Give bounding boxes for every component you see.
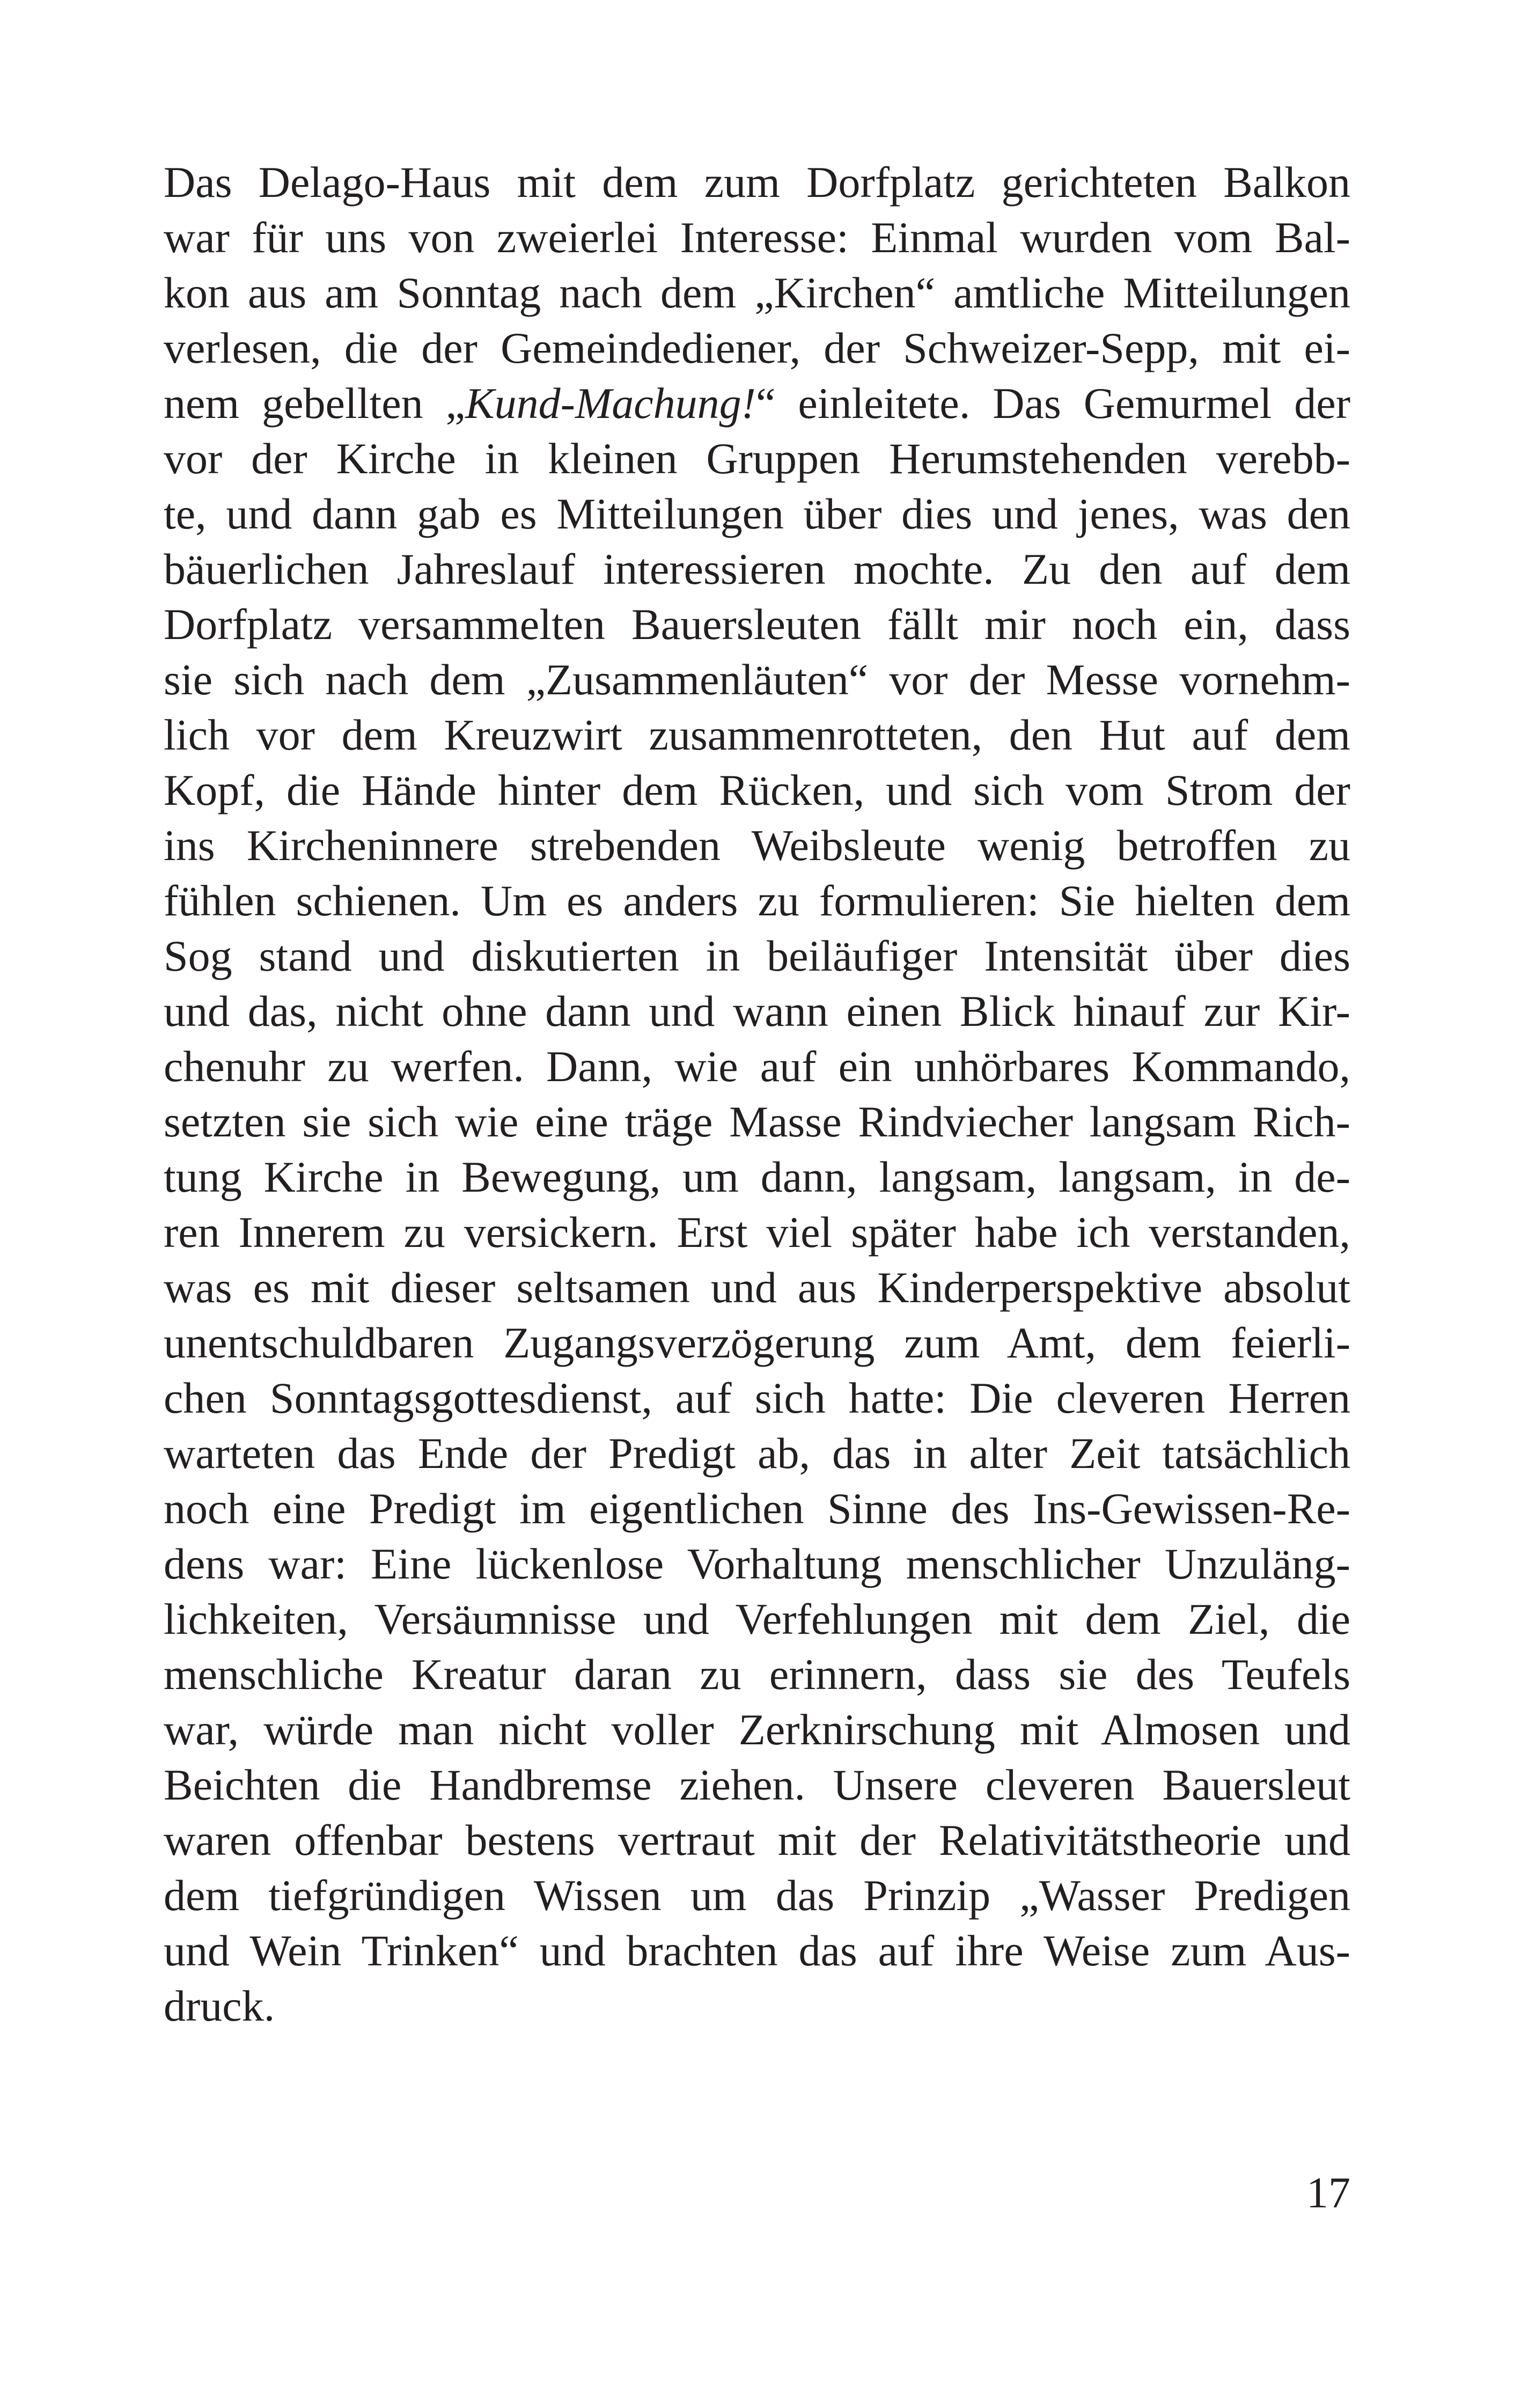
text-line: setzten sie sich wie eine träge Masse Rindviecher langsam Rich- (164, 1097, 1350, 1146)
text-line: Beichten die Handbremse ziehen. Unsere cleveren Bauersleut (164, 1760, 1350, 1809)
text-line: was es mit dieser seltsamen und aus Kinderperspektive absolut (164, 1263, 1350, 1312)
text-line: chen Sonntagsgottesdienst, auf sich hatte: Die cleveren Herren (164, 1374, 1350, 1422)
text-segment: nem gebellten „ (164, 379, 465, 428)
text-line: warteten das Ende der Predigt ab, das in alter Zeit tatsächlich (164, 1429, 1350, 1478)
text-line: ren Innerem zu versickern. Erst viel später habe ich verstanden, (164, 1208, 1350, 1257)
text-line: dens war: Eine lückenlose Vorhaltung menschlicher Unzuläng- (164, 1539, 1350, 1588)
text-line: ins Kircheninnere strebenden Weibsleute wenig betroffen zu (164, 821, 1350, 870)
body-text (164, 155, 1350, 2033)
text-line: Kopf, die Hände hinter dem Rücken, und sich vom Strom der (164, 766, 1350, 814)
text-line: lichkeiten, Versäumnisse und Verfehlungen mit dem Ziel, die (164, 1595, 1350, 1643)
text-line: und das, nicht ohne dann und wann einen Blick hinauf zur Kir- (164, 987, 1350, 1036)
text-line (164, 376, 1350, 431)
text-line: chenuhr zu werfen. Dann, wie auf ein unhörbares Kommando, (164, 1042, 1350, 1091)
text-line: unentschuldbaren Zugangsverzögerung zum Amt, dem feierli- (164, 1318, 1350, 1367)
text-line: sie sich nach dem „Zusammenläuten“ vor der Messe vornehm- (164, 655, 1350, 704)
text-line: waren offenbar bestens vertraut mit der Relativitätstheorie und (164, 1816, 1350, 1864)
text-line: war, würde man nicht voller Zerknirschung mit Almosen und (164, 1705, 1350, 1754)
text-line: verlesen, die der Gemeindediener, der Schweizer-Sepp, mit ei- (164, 324, 1350, 372)
text-line: menschliche Kreatur daran zu erinnern, dass sie des Teufels (164, 1650, 1350, 1699)
text-line: lich vor dem Kreuzwirt zusammenrotteten, den Hut auf dem (164, 710, 1350, 759)
text-line: und Wein Trinken“ und brachten das auf ihre Weise zum Aus- (164, 1926, 1350, 1975)
text-line: noch eine Predigt im eigentlichen Sinne des Ins-Gewissen-Re- (164, 1484, 1350, 1533)
text-line: tung Kirche in Bewegung, um dann, langsam, langsam, in de- (164, 1152, 1350, 1201)
text-line: bäuerlichen Jahreslauf interessieren mochte. Zu den auf dem (164, 545, 1350, 593)
text-line: dem tiefgründigen Wissen um das Prinzip „Wasser Predigen (164, 1871, 1350, 1920)
page-number: 17 (1306, 2168, 1350, 2217)
text-line: kon aus am Sonntag nach dem „Kirchen“ amtliche Mitteilungen (164, 268, 1350, 317)
text-line: Dorfplatz versammelten Bauersleuten fällt mir noch ein, dass (164, 600, 1350, 649)
text-line: te, und dann gab es Mitteilungen über dies und jenes, was den (164, 489, 1350, 538)
text-line: Sog stand und diskutierten in beiläufiger Intensität über dies (164, 931, 1350, 980)
text-segment: “ einleitete. Das Gemurmel der (756, 379, 1351, 428)
italic-quote: Kund-Machung! (465, 379, 756, 428)
text-line: fühlen schienen. Um es anders zu formulieren: Sie hielten dem (164, 876, 1350, 925)
text-line: war für uns von zweierlei Interesse: Einmal wurden vom Bal- (164, 213, 1350, 262)
text-line: druck. (164, 1981, 275, 2030)
text-line: Das Delago-Haus mit dem zum Dorfplatz gerichteten Balkon (164, 158, 1350, 207)
text-line: vor der Kirche in kleinen Gruppen Herumstehenden verebb- (164, 434, 1350, 483)
